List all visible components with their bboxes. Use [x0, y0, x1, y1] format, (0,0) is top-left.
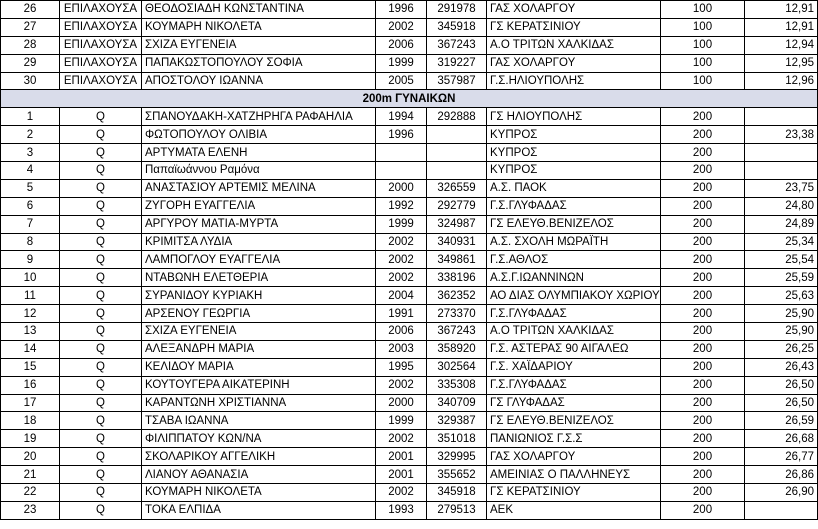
status-cell: Q	[60, 144, 142, 162]
table-row	[1, 179, 818, 197]
distance-cell: 200	[661, 233, 745, 251]
section-header-group	[1, 90, 818, 108]
athlete-name-cell: ΚΟΥΜΑΡΗ ΝΙΚΟΛΕΤΑ	[142, 484, 376, 502]
status-cell: Q	[60, 287, 142, 305]
table-row	[1, 305, 818, 323]
athlete-id-cell: 273370	[427, 305, 487, 323]
status-cell: ΕΠΙΛΑΧΟΥΣΑ	[60, 18, 142, 36]
table-row	[1, 36, 818, 54]
athlete-name-cell: ΚΡΙΜΙΤΣΑ ΛΥΔΙΑ	[142, 233, 376, 251]
distance-cell: 100	[661, 1, 745, 19]
athlete-id-cell: 329995	[427, 448, 487, 466]
rank-cell: 29	[1, 54, 60, 72]
athlete-name-cell: ΚΟΥΜΑΡΗ ΝΙΚΟΛΕΤΑ	[142, 18, 376, 36]
status-cell: Q	[60, 215, 142, 233]
rank-cell: 19	[1, 430, 60, 448]
club-cell: Γ.Σ.ΓΛΥΦΑΔΑΣ	[487, 376, 661, 394]
time-cell: 25,54	[745, 251, 818, 269]
club-cell: ΓΣ ΓΛΥΦΑΔΑΣ	[487, 394, 661, 412]
table-row	[1, 501, 818, 519]
rank-cell: 14	[1, 340, 60, 358]
athlete-id-cell: 351018	[427, 430, 487, 448]
time-cell: 12,91	[745, 18, 818, 36]
birth-year-cell: 2002	[376, 269, 427, 287]
status-cell: ΕΠΙΛΑΧΟΥΣΑ	[60, 54, 142, 72]
time-cell: 12,96	[745, 72, 818, 90]
club-cell: ΓΑΣ ΧΟΛΑΡΓΟΥ	[487, 1, 661, 19]
time-cell: 26,77	[745, 448, 818, 466]
athlete-id-cell: 329387	[427, 412, 487, 430]
rank-cell: 7	[1, 215, 60, 233]
club-cell: ΓΣ ΕΛΕΥΘ.ΒΕΝΙΖΕΛΟΣ	[487, 412, 661, 430]
table-row	[1, 251, 818, 269]
distance-cell: 200	[661, 340, 745, 358]
birth-year-cell: 1991	[376, 305, 427, 323]
status-cell: Q	[60, 108, 142, 126]
athlete-name-cell: ΣΠΑΝΟΥΔΑΚΗ-ΧΑΤΖΗΡΗΓΑ ΡΑΦΑΗΛΙΑ	[142, 108, 376, 126]
birth-year-cell: 1999	[376, 412, 427, 430]
athlete-id-cell: 345918	[427, 18, 487, 36]
athlete-name-cell: ΑΡΣΕΝΟΥ ΓΕΩΡΓΙΑ	[142, 305, 376, 323]
athlete-name-cell: ΝΤΑΒΩΝΗ ΕΛΕΤΘΕΡΙΑ	[142, 269, 376, 287]
distance-cell: 200	[661, 305, 745, 323]
table-row	[1, 394, 818, 412]
athlete-name-cell: ΖΥΓΟΡΗ ΕΥΑΓΓΕΛΙΑ	[142, 197, 376, 215]
distance-cell: 200	[661, 251, 745, 269]
distance-cell: 200	[661, 484, 745, 502]
status-cell: ΕΠΙΛΑΧΟΥΣΑ	[60, 72, 142, 90]
athlete-name-cell: ΤΣΑΒΑ ΙΩΑΝΝΑ	[142, 412, 376, 430]
distance-cell: 100	[661, 54, 745, 72]
rank-cell: 21	[1, 466, 60, 484]
rank-cell: 13	[1, 323, 60, 341]
time-cell: 26,25	[745, 340, 818, 358]
table-row	[1, 484, 818, 502]
table-row	[1, 430, 818, 448]
table-row	[1, 466, 818, 484]
birth-year-cell: 2000	[376, 394, 427, 412]
athlete-id-cell: 340931	[427, 233, 487, 251]
time-cell: 25,63	[745, 287, 818, 305]
results-200m-section	[1, 108, 818, 519]
distance-cell: 200	[661, 358, 745, 376]
status-cell: Q	[60, 394, 142, 412]
athlete-id-cell: 324987	[427, 215, 487, 233]
distance-cell: 200	[661, 448, 745, 466]
rank-cell: 8	[1, 233, 60, 251]
club-cell: ΓΑΣ ΧΟΛΑΡΓΟΥ	[487, 448, 661, 466]
rank-cell: 17	[1, 394, 60, 412]
athlete-name-cell: ΑΠΟΣΤΟΛΟΥ ΙΩΑΝΝΑ	[142, 72, 376, 90]
athlete-id-cell: 340709	[427, 394, 487, 412]
distance-cell: 200	[661, 269, 745, 287]
athlete-name-cell: ΤΟΚΑ ΕΛΠΙΔΑ	[142, 501, 376, 519]
time-cell: 12,91	[745, 1, 818, 19]
athlete-name-cell: ΣΧΙΖΑ ΕΥΓΕΝΕΙΑ	[142, 323, 376, 341]
rank-cell: 11	[1, 287, 60, 305]
birth-year-cell	[376, 162, 427, 180]
club-cell: ΓΑΣ ΧΟΛΑΡΓΟΥ	[487, 54, 661, 72]
birth-year-cell: 2001	[376, 466, 427, 484]
time-cell: 25,34	[745, 233, 818, 251]
time-cell: 26,50	[745, 394, 818, 412]
time-cell: 26,43	[745, 358, 818, 376]
status-cell: Q	[60, 179, 142, 197]
status-cell: Q	[60, 501, 142, 519]
athlete-id-cell: 291978	[427, 1, 487, 19]
time-cell: 25,90	[745, 323, 818, 341]
status-cell: Q	[60, 269, 142, 287]
rank-cell: 2	[1, 126, 60, 144]
table-row	[1, 1, 818, 19]
status-cell: ΕΠΙΛΑΧΟΥΣΑ	[60, 1, 142, 19]
table-row	[1, 54, 818, 72]
distance-cell: 200	[661, 430, 745, 448]
athlete-name-cell: ΛΙΑΝΟΥ ΑΘΑΝΑΣΙΑ	[142, 466, 376, 484]
status-cell: Q	[60, 484, 142, 502]
rank-cell: 6	[1, 197, 60, 215]
birth-year-cell: 2002	[376, 376, 427, 394]
athlete-id-cell: 367243	[427, 323, 487, 341]
table-row	[1, 144, 818, 162]
table-row	[1, 358, 818, 376]
rank-cell: 23	[1, 501, 60, 519]
club-cell: Α.Σ. ΣΧΟΛΗ ΜΩΡΑΪΤΗ	[487, 233, 661, 251]
club-cell: ΓΣ ΕΛΕΥΘ.ΒΕΝΙΖΕΛΟΣ	[487, 215, 661, 233]
rank-cell: 15	[1, 358, 60, 376]
athlete-name-cell: ΛΑΜΠΟΓΛΟΥ ΕΥΑΓΓΕΛΙΑ	[142, 251, 376, 269]
distance-cell: 200	[661, 412, 745, 430]
club-cell: ΑΟ ΔΙΑΣ ΟΛΥΜΠΙΑΚΟΥ ΧΩΡΙΟΥ	[487, 287, 661, 305]
club-cell: ΚΥΠΡΟΣ	[487, 162, 661, 180]
athlete-name-cell: ΑΛΕΞΑΝΔΡΗ ΜΑΡΙΑ	[142, 340, 376, 358]
time-cell: 26,50	[745, 376, 818, 394]
distance-cell: 200	[661, 287, 745, 305]
rank-cell: 22	[1, 484, 60, 502]
time-cell: 26,68	[745, 430, 818, 448]
time-cell: 12,94	[745, 36, 818, 54]
club-cell: Α.Σ. ΠΑΟΚ	[487, 179, 661, 197]
table-row	[1, 72, 818, 90]
athlete-name-cell: ΣΥΡΑΝΙΔΟΥ ΚΥΡΙΑΚΗ	[142, 287, 376, 305]
birth-year-cell: 2002	[376, 251, 427, 269]
club-cell: ΚΥΠΡΟΣ	[487, 144, 661, 162]
birth-year-cell: 2001	[376, 448, 427, 466]
athlete-name-cell: ΣΧΙΖΑ ΕΥΓΕΝΕΙΑ	[142, 36, 376, 54]
rank-cell: 5	[1, 179, 60, 197]
section-header-row	[1, 90, 818, 108]
status-cell: Q	[60, 448, 142, 466]
distance-cell: 200	[661, 323, 745, 341]
athlete-id-cell: 357987	[427, 72, 487, 90]
birth-year-cell: 1994	[376, 108, 427, 126]
table-row	[1, 215, 818, 233]
distance-cell: 100	[661, 36, 745, 54]
club-cell: Α.Σ.Γ.ΙΩΑΝΝΙΝΩΝ	[487, 269, 661, 287]
athlete-name-cell: ΚΕΛΙΔΟΥ ΜΑΡΙΑ	[142, 358, 376, 376]
club-cell: Γ.Σ. ΑΣΤΕΡΑΣ 90 ΑΙΓΑΛΕΩ	[487, 340, 661, 358]
birth-year-cell: 1996	[376, 126, 427, 144]
athlete-name-cell: ΑΡΤΥΜΑΤΑ ΕΛΕΝΗ	[142, 144, 376, 162]
table-row	[1, 18, 818, 36]
time-cell: 24,80	[745, 197, 818, 215]
status-cell: Q	[60, 358, 142, 376]
table-row	[1, 162, 818, 180]
rank-cell: 20	[1, 448, 60, 466]
athlete-name-cell: ΚΟΥΤΟΥΓΕΡΑ ΑΙΚΑΤΕΡΙΝΗ	[142, 376, 376, 394]
time-cell: 26,86	[745, 466, 818, 484]
table-row	[1, 412, 818, 430]
athlete-id-cell	[427, 126, 487, 144]
birth-year-cell: 2003	[376, 340, 427, 358]
status-cell: Q	[60, 251, 142, 269]
table-row	[1, 126, 818, 144]
athlete-name-cell: ΘΕΟΔΟΣΙΑΔΗ ΚΩΝΣΤΑΝΤΙΝΑ	[142, 1, 376, 19]
rank-cell: 12	[1, 305, 60, 323]
club-cell: Γ.Σ.ΑΘΛΟΣ	[487, 251, 661, 269]
club-cell: Γ.Σ.ΓΛΥΦΑΔΑΣ	[487, 197, 661, 215]
rank-cell: 18	[1, 412, 60, 430]
time-cell: 25,90	[745, 305, 818, 323]
table-row	[1, 448, 818, 466]
birth-year-cell: 2002	[376, 18, 427, 36]
birth-year-cell: 1992	[376, 197, 427, 215]
athlete-name-cell: Παπαϊωάννου Ραμόνα	[142, 162, 376, 180]
rank-cell: 1	[1, 108, 60, 126]
time-cell	[745, 162, 818, 180]
distance-cell: 200	[661, 179, 745, 197]
distance-cell: 200	[661, 501, 745, 519]
rank-cell: 26	[1, 1, 60, 19]
athlete-id-cell: 367243	[427, 36, 487, 54]
status-cell: Q	[60, 162, 142, 180]
birth-year-cell: 1996	[376, 1, 427, 19]
time-cell: 24,89	[745, 215, 818, 233]
distance-cell: 200	[661, 394, 745, 412]
athlete-id-cell	[427, 144, 487, 162]
rank-cell: 27	[1, 18, 60, 36]
athlete-name-cell: ΦΙΛΙΠΠΑΤΟΥ ΚΩΝ/ΝΑ	[142, 430, 376, 448]
table-row	[1, 108, 818, 126]
rank-cell: 3	[1, 144, 60, 162]
athlete-name-cell: ΠΑΠΑΚΩΣΤΟΠΟΥΛΟΥ ΣΟΦΙΑ	[142, 54, 376, 72]
club-cell: Γ.Σ.ΓΛΥΦΑΔΑΣ	[487, 305, 661, 323]
birth-year-cell: 2002	[376, 430, 427, 448]
birth-year-cell: 1999	[376, 54, 427, 72]
status-cell: Q	[60, 340, 142, 358]
status-cell: Q	[60, 197, 142, 215]
status-cell: Q	[60, 233, 142, 251]
table-row	[1, 323, 818, 341]
athlete-name-cell: ΣΚΟΛΑΡΙΚΟΥ ΑΓΓΕΛΙΚΗ	[142, 448, 376, 466]
distance-cell: 100	[661, 18, 745, 36]
rank-cell: 9	[1, 251, 60, 269]
distance-cell: 200	[661, 466, 745, 484]
athlete-id-cell: 326559	[427, 179, 487, 197]
birth-year-cell: 2006	[376, 36, 427, 54]
table-row	[1, 233, 818, 251]
athlete-id-cell: 292779	[427, 197, 487, 215]
distance-cell: 200	[661, 162, 745, 180]
athlete-name-cell: ΚΑΡΑΝΤΩΝΗ ΧΡΙΣΤΙΑΝΝΑ	[142, 394, 376, 412]
birth-year-cell: 2002	[376, 484, 427, 502]
club-cell: ΑΕΚ	[487, 501, 661, 519]
athlete-id-cell: 345918	[427, 484, 487, 502]
athlete-id-cell: 292888	[427, 108, 487, 126]
birth-year-cell: 1995	[376, 358, 427, 376]
time-cell: 23,75	[745, 179, 818, 197]
athlete-name-cell: ΦΩΤΟΠΟΥΛΟΥ ΟΛΙΒΙΑ	[142, 126, 376, 144]
table-row	[1, 376, 818, 394]
rank-cell: 10	[1, 269, 60, 287]
athlete-id-cell	[427, 162, 487, 180]
club-cell: Α.Ο ΤΡΙΤΩΝ ΧΑΛΚΙΔΑΣ	[487, 36, 661, 54]
athlete-id-cell: 362352	[427, 287, 487, 305]
club-cell: ΓΣ ΗΛΙΟΥΠΟΛΗΣ	[487, 108, 661, 126]
athlete-name-cell: ΑΝΑΣΤΑΣΙΟΥ ΑΡΤΕΜΙΣ ΜΕΛΙΝΑ	[142, 179, 376, 197]
time-cell: 12,95	[745, 54, 818, 72]
club-cell: ΑΜΕΙΝΙΑΣ Ο ΠΑΛΛΗΝΕΥΣ	[487, 466, 661, 484]
distance-cell: 200	[661, 215, 745, 233]
status-cell: Q	[60, 412, 142, 430]
distance-cell: 100	[661, 72, 745, 90]
status-cell: Q	[60, 430, 142, 448]
rank-cell: 4	[1, 162, 60, 180]
club-cell: ΓΣ ΚΕΡΑΤΣΙΝΙΟΥ	[487, 484, 661, 502]
table-row	[1, 287, 818, 305]
birth-year-cell	[376, 144, 427, 162]
athlete-id-cell: 355652	[427, 466, 487, 484]
section-title: 200m ΓΥΝΑΙΚΩΝ	[1, 90, 818, 108]
status-cell: Q	[60, 323, 142, 341]
athlete-id-cell: 302564	[427, 358, 487, 376]
athlete-id-cell: 349861	[427, 251, 487, 269]
rank-cell: 28	[1, 36, 60, 54]
table-row	[1, 269, 818, 287]
athlete-name-cell: ΑΡΓΥΡΟΥ ΜΑΤΙΑ-ΜΥΡΤΑ	[142, 215, 376, 233]
rank-cell: 30	[1, 72, 60, 90]
distance-cell: 200	[661, 197, 745, 215]
status-cell: Q	[60, 376, 142, 394]
birth-year-cell: 2002	[376, 233, 427, 251]
athlete-id-cell: 358920	[427, 340, 487, 358]
birth-year-cell: 1999	[376, 215, 427, 233]
birth-year-cell: 2006	[376, 323, 427, 341]
distance-cell: 200	[661, 108, 745, 126]
status-cell: Q	[60, 466, 142, 484]
status-cell: ΕΠΙΛΑΧΟΥΣΑ	[60, 36, 142, 54]
distance-cell: 200	[661, 126, 745, 144]
time-cell	[745, 144, 818, 162]
athlete-id-cell: 335308	[427, 376, 487, 394]
distance-cell: 200	[661, 144, 745, 162]
athlete-id-cell: 338196	[427, 269, 487, 287]
club-cell: ΚΥΠΡΟΣ	[487, 126, 661, 144]
birth-year-cell: 1993	[376, 501, 427, 519]
time-cell: 26,90	[745, 484, 818, 502]
time-cell: 26,59	[745, 412, 818, 430]
club-cell: Α.Ο ΤΡΙΤΩΝ ΧΑΛΚΙΔΑΣ	[487, 323, 661, 341]
status-cell: Q	[60, 126, 142, 144]
birth-year-cell: 2000	[376, 179, 427, 197]
birth-year-cell: 2005	[376, 72, 427, 90]
rank-cell: 16	[1, 376, 60, 394]
athlete-id-cell: 279513	[427, 501, 487, 519]
time-cell	[745, 501, 818, 519]
club-cell: Γ.Σ.ΗΛΙΟΥΠΟΛΗΣ	[487, 72, 661, 90]
athlete-id-cell: 319227	[427, 54, 487, 72]
club-cell: ΠΑΝΙΩΝΙΟΣ Γ.Σ.Σ	[487, 430, 661, 448]
birth-year-cell: 2004	[376, 287, 427, 305]
distance-cell: 200	[661, 376, 745, 394]
table-row	[1, 340, 818, 358]
status-cell: Q	[60, 305, 142, 323]
time-cell: 23,38	[745, 126, 818, 144]
club-cell: Γ.Σ. ΧΑΪΔΑΡΙΟΥ	[487, 358, 661, 376]
alternates-100m-section	[1, 1, 818, 90]
time-cell: 25,59	[745, 269, 818, 287]
time-cell	[745, 108, 818, 126]
table-row	[1, 197, 818, 215]
club-cell: ΓΣ ΚΕΡΑΤΣΙΝΙΟΥ	[487, 18, 661, 36]
